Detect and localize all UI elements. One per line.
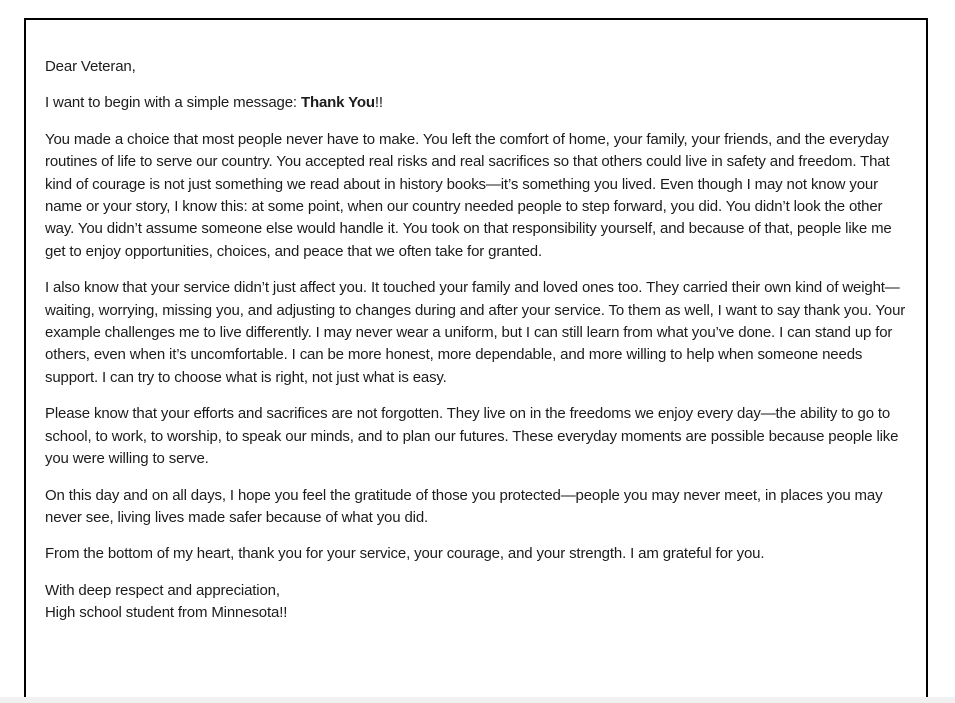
intro-bold-text: Thank You bbox=[300, 94, 375, 112]
letter-body bbox=[26, 20, 926, 625]
paragraph-2: I also know that your service didn’t just affect you. It touched your family and loved ones too. They carried their own kind of weight—waiting, worrying, missing you, and adjusting to changes during and after your service. To them as well, I want to say thank you. Your example challenges me to live differently. I may never wear a uniform, but I can still learn from what you’ve done. I can stand up for others, even when it’s uncomfortable. I can be more honest, more dependable, and more willing to help when someone needs support. I can try to choose what is right, not just what is easy. bbox=[45, 279, 906, 386]
closing-line-2: High school student from Minnesota!! bbox=[45, 604, 288, 622]
paragraph-3: Please know that your efforts and sacrifices are not forgotten. They live on in the freedoms we enjoy every day—the ability to go to school, to work, to worship, to speak our minds, and to plan our futures. These everyday moments are possible because people like you were willing to serve. bbox=[45, 405, 899, 468]
page-bottom-strip bbox=[0, 697, 955, 703]
intro-line bbox=[45, 92, 906, 114]
paragraph-1: You made a choice that most people never have to make. You left the comfort of home, your family, your friends, and the everyday routines of life to serve our country. You accepted real risks and real sacrifices so that others could live in safety and freedom. That kind of courage is not just something we read about in history books—it’s something you lived. Even though I may not know your name or your story, I know this: at some point, when our country needed people to step forward, you did. You didn’t look the other way. You didn’t assume someone else would handle it. You took on that responsibility yourself, and because of that, people like me get to enjoy opportunities, choices, and peace that we often take for granted. bbox=[45, 130, 892, 260]
letter-border-box bbox=[24, 18, 928, 697]
closing-line-1: With deep respect and appreciation, bbox=[45, 581, 280, 599]
salutation: Dear Veteran, bbox=[45, 58, 136, 75]
intro-suffix: !! bbox=[374, 94, 383, 112]
paragraph-5: From the bottom of my heart, thank you for your service, your courage, and your strength. I am grateful for you. bbox=[45, 545, 765, 563]
closing-block bbox=[45, 580, 906, 625]
intro-prefix: I want to begin with a simple message: bbox=[45, 94, 301, 112]
paragraph-4: On this day and on all days, I hope you feel the gratitude of those you protected—people you may never meet, in places you may never see, living lives made safer because of what you did. bbox=[45, 486, 883, 526]
